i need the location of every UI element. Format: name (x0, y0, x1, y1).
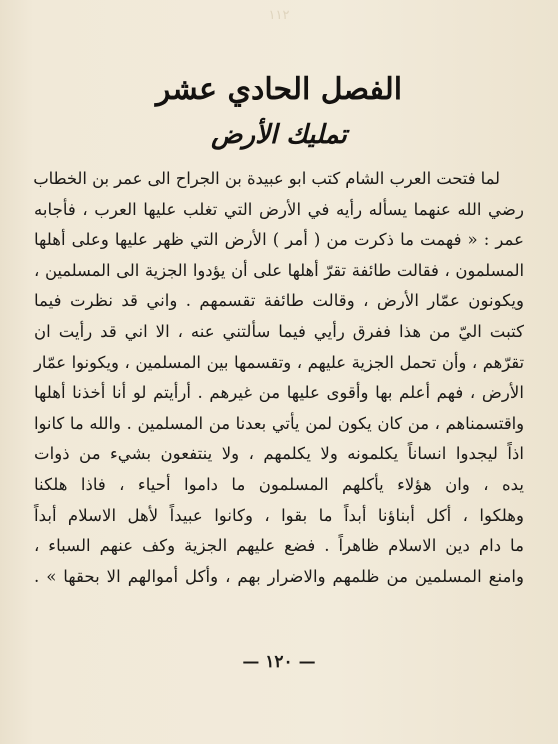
text-line: رضي الله عنهما يسأله رأيه في الأرض التي تغلب عليها العرب ، فأجابه (34, 199, 524, 219)
text-line: كتبت اليّ من هذا ففرق رأيي فيما سألتني عنه ، الا اني قد رأيت ان (34, 321, 524, 341)
text-line: الأرض ، فهم أعلم بها وأقوى عليها من غيرهم . أرأيتم لو أنا أخذنا أهلها (34, 383, 524, 403)
chapter-subtitle: تمليك الأرض (211, 120, 347, 150)
body-paragraph (34, 164, 524, 592)
page-number: — ١٢٠ — (242, 652, 316, 672)
text-line: عمر : « فهمت ما ذكرت من ( أمر ) الأرض التي ظهر عليها وعلى أهلها (34, 230, 524, 250)
bleed-through-text: ١١٢ (268, 8, 290, 23)
text-line: لما فتحت العرب الشام كتب ابو عبيدة بن الجراح الى عمر بن الخطاب (33, 169, 500, 188)
chapter-title: الفصل الحادي عشر (155, 72, 403, 107)
text-line: المسلمون ، فقالت طائفة تقرّ أهلها على أن يؤدوا الجزية الى المسلمين ، (34, 260, 524, 280)
text-line: يده ، وان هؤلاء يأكلهم المسلمون ما داموا أحياء ، فاذا هلكنا (34, 474, 524, 494)
chapter-header (0, 70, 558, 154)
text-line: وامنع المسلمين من ظلمهم والاضرار بهم ، وأكل أموالهم الا بحقها » . (34, 566, 524, 586)
text-line: اذاً ليجدوا انساناً يكلمونه ولا يكلمهم ، ولا ينتفعون بشيء من ذوات (34, 444, 524, 464)
text-line: ما دام دين الاسلام ظاهراً . فضع عليهم الجزية وكف عنهم السباء ، (34, 536, 524, 556)
text-line: ويكونون عمّار الأرض ، وقالت طائفة تقسمهم . واني قد نظرت فيما (34, 291, 524, 311)
text-line: تقرّهم ، وأن تحمل الجزية عليهم ، وتقسمها بين المسلمين ، ويكونوا عمّار (34, 352, 524, 372)
text-line: وهلكوا ، أكل أبناؤنا أبداً ما بقوا ، وكانوا عبيداً لأهل الاسلام أبداً (34, 505, 524, 525)
text-line: واقتسمناهم ، من كان يكون لمن يأتي بعدنا من المسلمين . والله ما كانوا (34, 413, 524, 433)
